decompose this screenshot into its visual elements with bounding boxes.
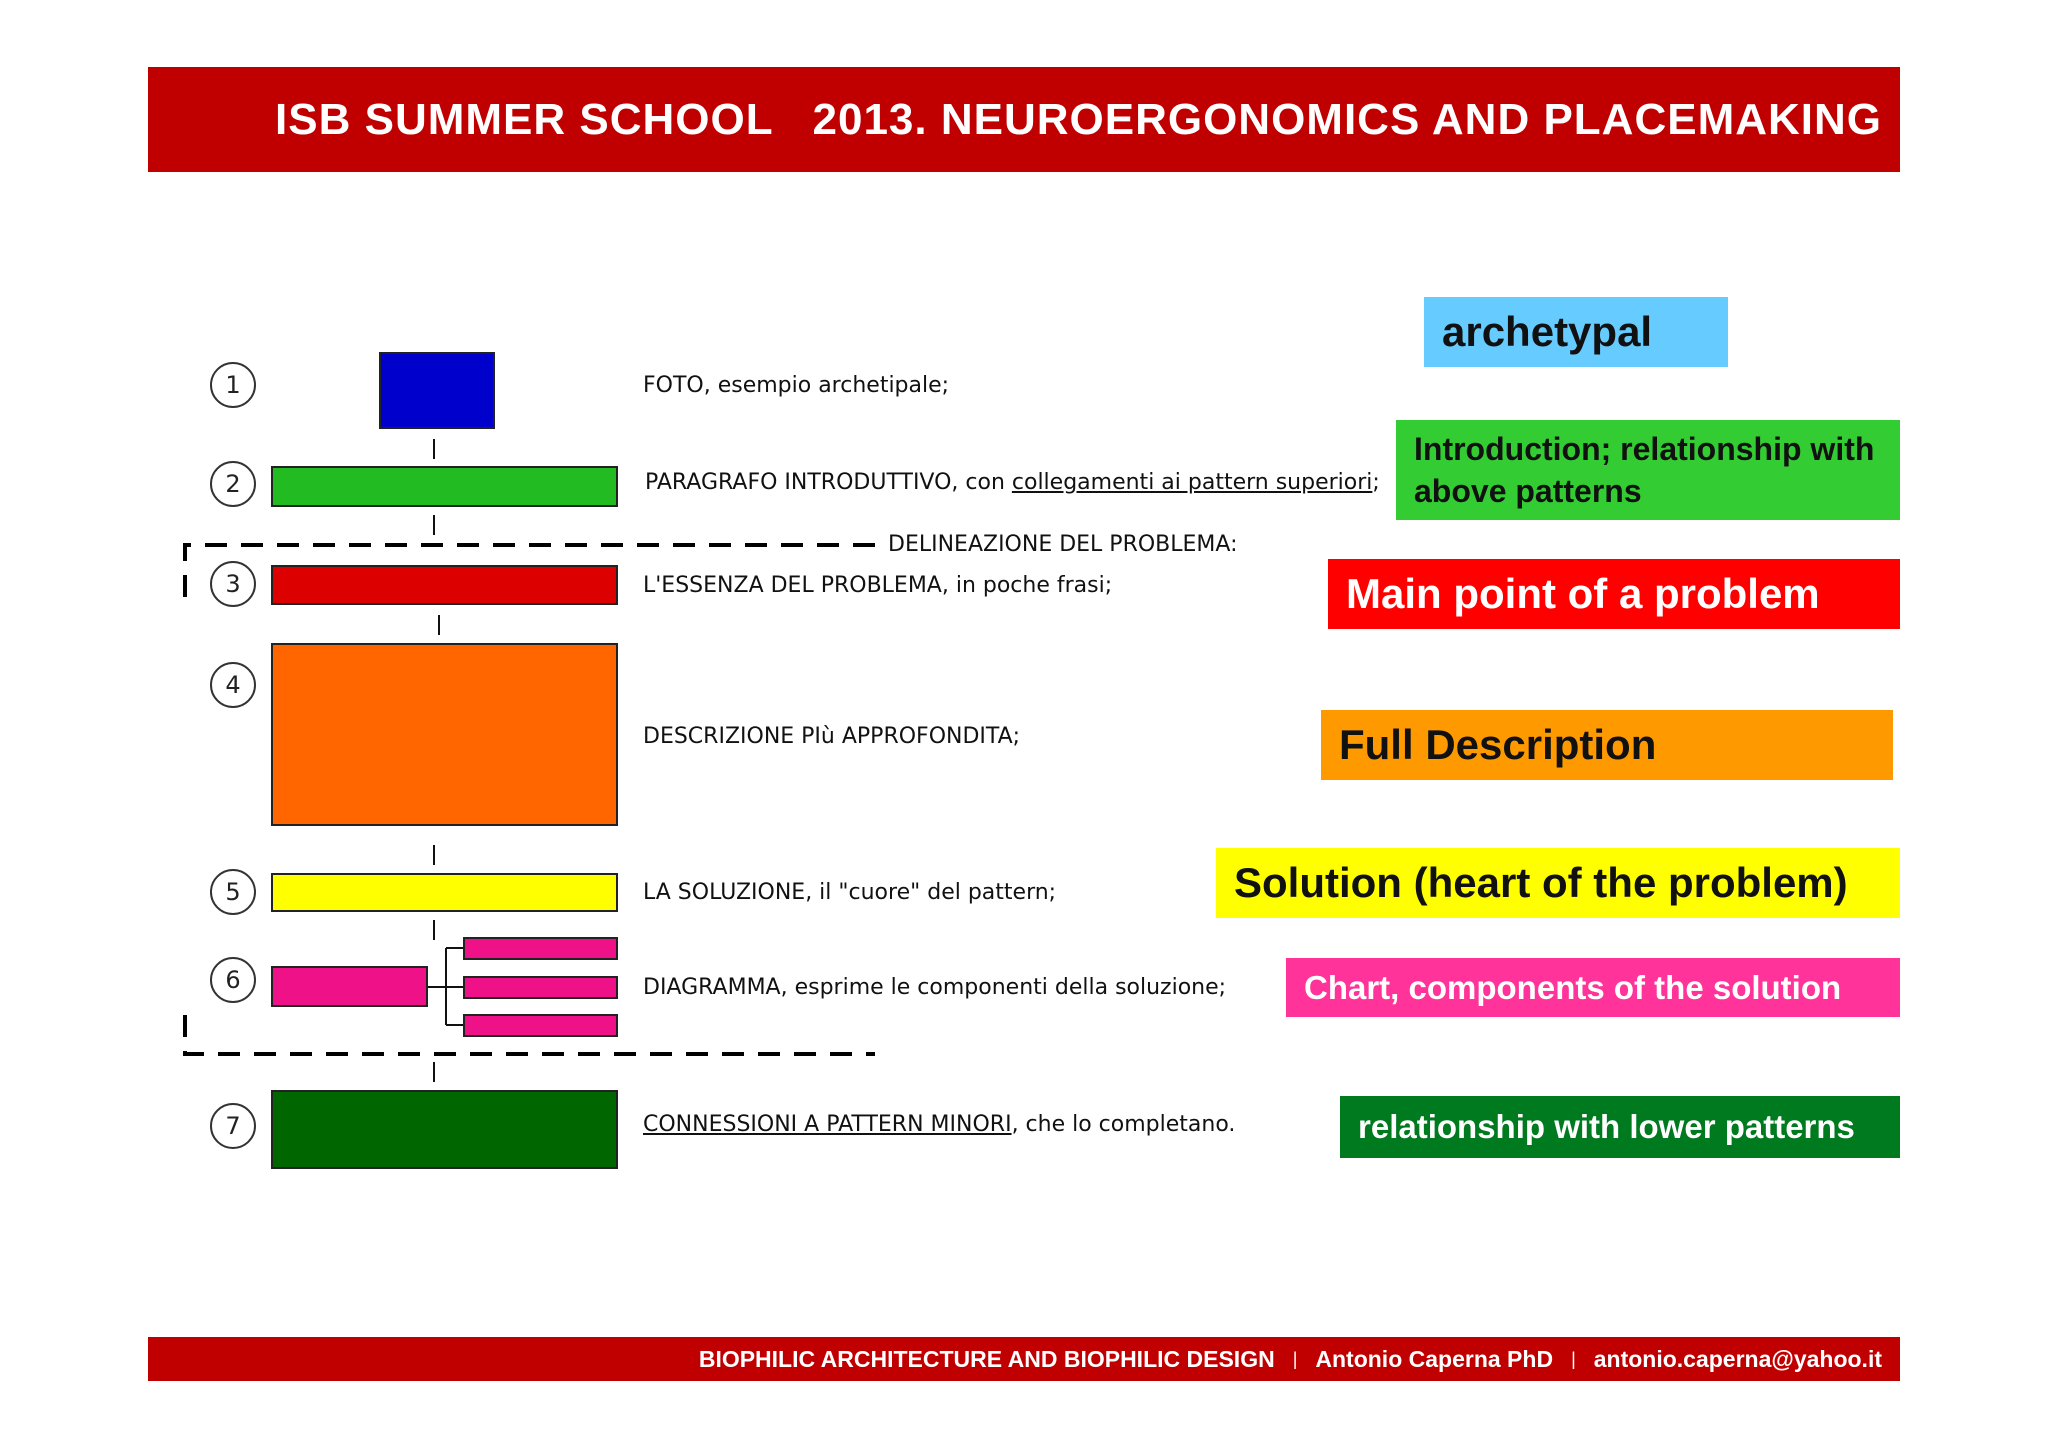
slide-title: ISB SUMMER SCHOOL 2013. NEUROERGONOMICS AND PLACEMAKING: [275, 94, 1882, 144]
step-4-block: [271, 643, 618, 826]
header-bar: [148, 67, 1900, 172]
step-1-block: [379, 352, 495, 429]
label-solution: Solution (heart of the problem): [1216, 848, 1900, 918]
step-1-description: [643, 373, 949, 398]
label-introduction: Introduction; relationship with above patterns: [1396, 420, 1900, 520]
step-2-block: [271, 466, 618, 507]
footer-subject: BIOPHILIC ARCHITECTURE AND BIOPHILIC DESIGN: [698, 1345, 1275, 1372]
step-5-desc-text: LA SOLUZIONE, il "cuore" del pattern;: [643, 880, 1057, 905]
footer-bar: [148, 1337, 1900, 1381]
label-lower-patterns: relationship with lower patterns: [1340, 1096, 1900, 1158]
step-7-description: [643, 1112, 1235, 1137]
step-6-component-block: [463, 937, 618, 960]
step-5-description: [643, 880, 1056, 905]
step-number-5: 5: [210, 869, 256, 915]
step-4-description: [643, 724, 1020, 749]
label-main-point: Main point of a problem: [1328, 559, 1900, 629]
footer-email[interactable]: antonio.caperna@yahoo.it: [1593, 1345, 1882, 1372]
step-number-3: 3: [210, 561, 256, 607]
step-5-block: [271, 873, 618, 912]
step-6-component-block: [463, 1014, 618, 1037]
step-7-desc-tail: , che lo completano.: [1011, 1112, 1236, 1137]
footer-author: Antonio Caperna PhD: [1315, 1345, 1554, 1372]
step-6-description: [643, 975, 1226, 1000]
footer-separator: |: [1292, 1348, 1298, 1369]
step-6-main-block: [271, 966, 428, 1007]
step-3-block: [271, 565, 618, 605]
step-number-7: 7: [210, 1103, 256, 1149]
step-number-1: 1: [210, 362, 256, 408]
footer-separator: |: [1571, 1348, 1576, 1369]
step-number-2: 2: [210, 461, 256, 507]
step-number-4: 4: [210, 662, 256, 708]
step-6-desc-text: DIAGRAMMA, esprime le componenti della soluzione;: [643, 975, 1227, 1000]
step-6-component-block: [463, 976, 618, 999]
label-chart-components: Chart, components of the solution: [1286, 958, 1900, 1017]
step-number-6: 6: [210, 957, 256, 1003]
step-2-desc-link: collegamenti ai pattern superiori: [1011, 470, 1373, 495]
label-archetypal: archetypal: [1424, 297, 1728, 367]
step-2-desc-text: PARAGRAFO INTRODUTTIVO, con: [645, 470, 1012, 495]
step-2-description: [645, 470, 1380, 495]
label-full-description: Full Description: [1321, 710, 1893, 780]
step-4-desc-text: DESCRIZIONE PIù APPROFONDITA;: [643, 724, 1021, 749]
step-3-desc-text: L'ESSENZA DEL PROBLEMA, in poche frasi;: [643, 573, 1113, 598]
step-7-block: [271, 1090, 618, 1169]
step-7-desc-link: CONNESSIONI A PATTERN MINORI: [643, 1112, 1012, 1137]
step-1-desc-text: FOTO, esempio archetipale;: [643, 373, 950, 398]
step-2-desc-tail: ;: [1372, 470, 1380, 495]
step-3-description: [643, 573, 1112, 598]
problem-delineation-label: DELINEAZIONE DEL PROBLEMA:: [888, 532, 1238, 557]
